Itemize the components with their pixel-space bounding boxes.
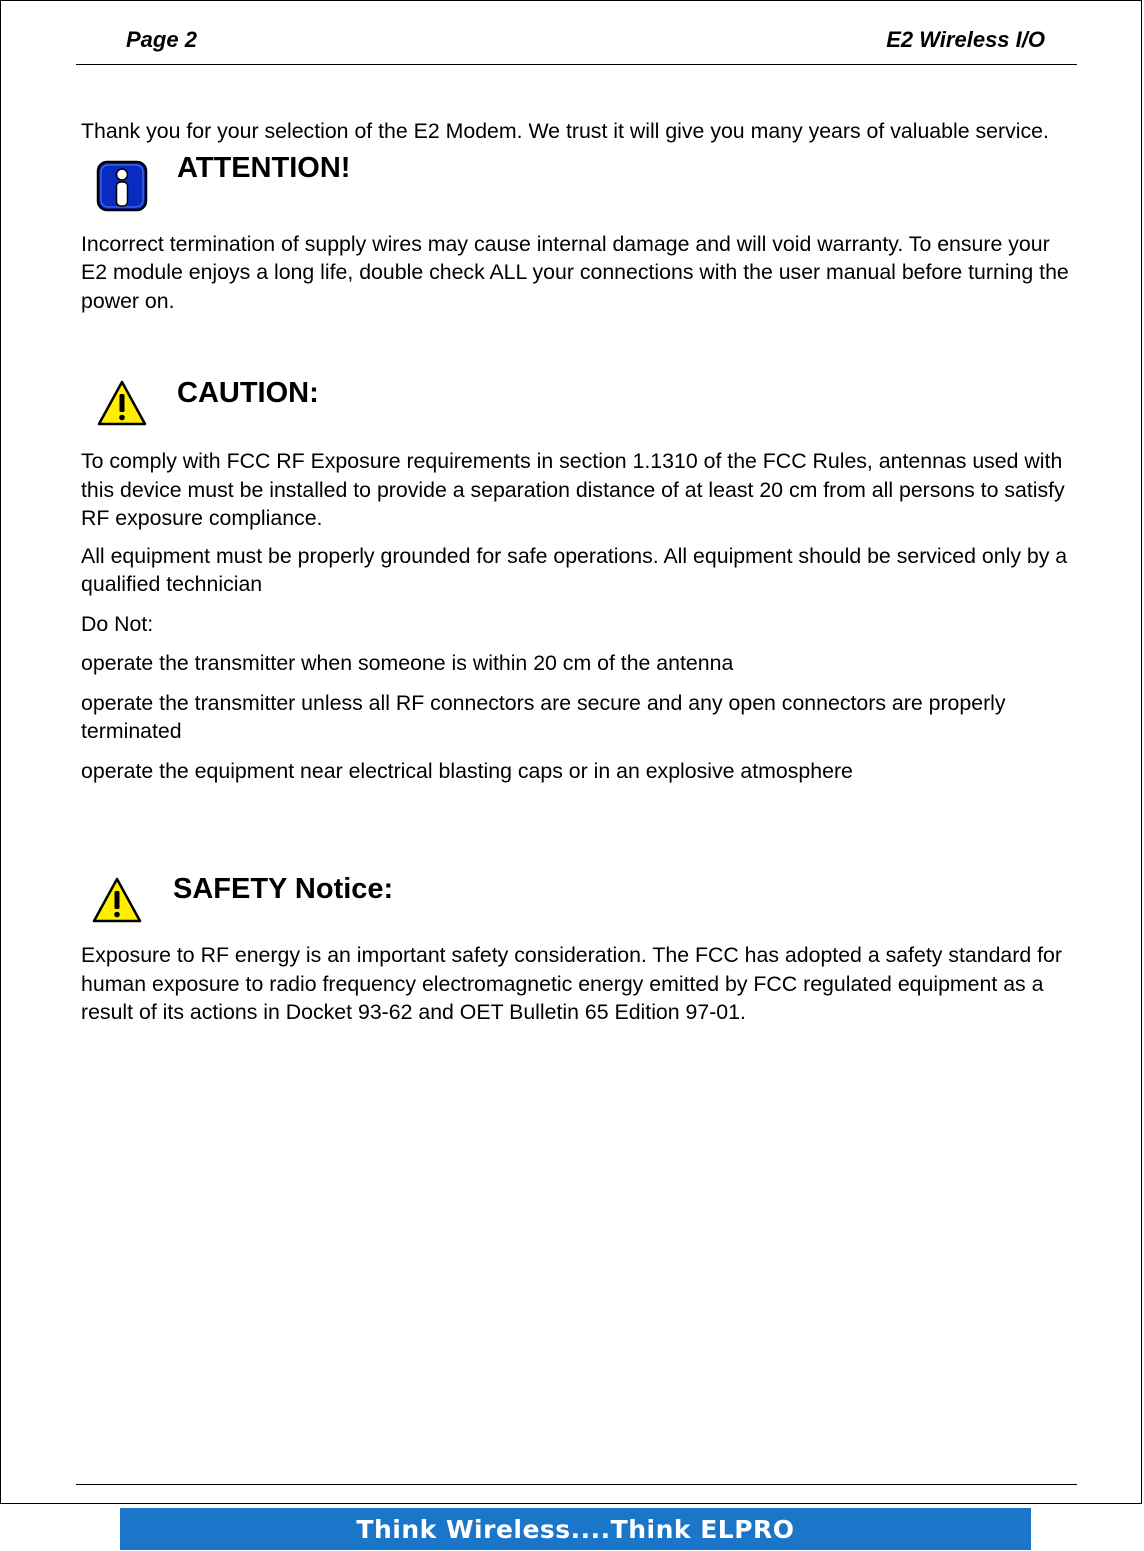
attention-title: ATTENTION!	[177, 151, 351, 184]
attention-section	[81, 146, 1071, 316]
caution-paragraph: All equipment must be properly grounded for safe operations. All equipment should be serviced only by a qualified technician	[81, 543, 1068, 596]
safety-heading-row	[81, 873, 1071, 941]
footer-banner: Think Wireless....Think ELPRO	[120, 1508, 1031, 1550]
safety-section	[81, 873, 1071, 1027]
page-content	[81, 117, 1071, 1027]
caution-section	[81, 375, 1071, 785]
intro-paragraph: Thank you for your selection of the E2 Modem. We trust it will give you many years of valuable service.	[81, 119, 1049, 143]
safety-body: Exposure to RF energy is an important safety consideration. The FCC has adopted a safety standard for human exposure to radio frequency electromagnetic energy emitted by FCC regulated equipment as a result of its actions in Docket 93-62 and OET Bulletin 65 Edition 97-01.	[81, 943, 1062, 1024]
info-icon	[96, 160, 148, 220]
footer-divider	[76, 1484, 1077, 1485]
caution-heading-row	[81, 375, 1071, 447]
caution-list-item: operate the transmitter when someone is within 20 cm of the antenna	[81, 651, 734, 675]
warning-icon	[96, 379, 148, 435]
caution-list-item: operate the equipment near electrical blasting caps or in an explosive atmosphere	[81, 758, 853, 783]
caution-list-item: operate the transmitter unless all RF connectors are secure and any open connectors are properly terminated	[81, 690, 1006, 743]
page-number: Page 2	[126, 27, 197, 52]
attention-body: Incorrect termination of supply wires may cause internal damage and will void warranty. To ensure your E2 module enjoys a long life, double check ALL your connections with the user manual before turning the power on.	[81, 231, 1069, 313]
page-header	[76, 24, 1077, 65]
product-title: E2 Wireless I/O	[886, 27, 1045, 52]
caution-do-not-label: Do Not:	[81, 611, 154, 636]
safety-title: SAFETY Notice:	[173, 873, 394, 905]
caution-paragraph: To comply with FCC RF Exposure requirements in section 1.1310 of the FCC Rules, antennas used with this device must be installed to provide a separation distance of at least 20 cm from all persons to satisfy RF exposure compliance.	[81, 449, 1065, 530]
warning-icon	[91, 876, 143, 932]
caution-title: CAUTION:	[177, 377, 319, 409]
attention-heading-row	[81, 146, 1071, 230]
